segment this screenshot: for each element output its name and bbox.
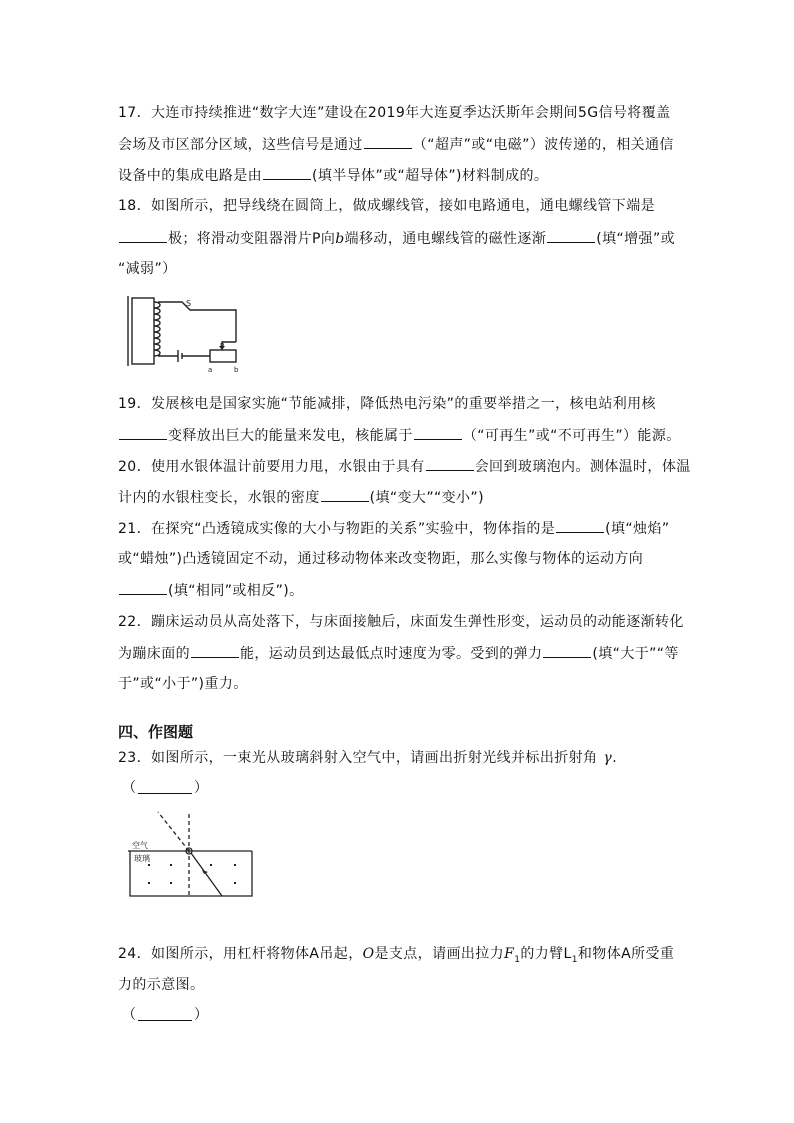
- q19-text: （“可再生”或“不可再生”）能源。: [462, 428, 681, 444]
- q24-answer-area[interactable]: [122, 1005, 208, 1025]
- q18-var-b: b: [335, 231, 345, 247]
- q18-text: 极；将滑动变阻器滑片P向: [168, 231, 336, 247]
- q20-line-1: [118, 456, 691, 477]
- q22-line-3: 于”或“小于”)重力。: [118, 676, 248, 692]
- q21-text: 21．在探究“凸透镜成实像的大小与物距的关系”实验中，物体指的是: [118, 521, 556, 537]
- section-title: 四、作图题: [118, 723, 194, 741]
- q17-text: 设备中的集成电路是由: [118, 168, 262, 184]
- q22-text: 为蹦床面的: [118, 646, 190, 662]
- q24-var-o: O: [362, 946, 375, 962]
- q21-line-3: [118, 580, 303, 601]
- answer-blank[interactable]: [119, 580, 167, 595]
- q24-var-f: F: [504, 946, 515, 962]
- answer-blank[interactable]: [547, 228, 595, 243]
- q22-line-1: 22．蹦床运动员从高处落下，与床面接触后，床面发生弹性形变，运动员的动能逐渐转化: [118, 614, 684, 630]
- q24-line-1: [118, 944, 674, 970]
- q23-answer-area[interactable]: [122, 778, 208, 798]
- answer-blank[interactable]: [414, 425, 462, 440]
- glass-label: 玻璃: [134, 854, 150, 863]
- reference-ray: [158, 812, 189, 851]
- q17-text: 会场及市区部分区域，这些信号是通过: [118, 137, 363, 153]
- q21-text: (填“相同”或相反”)。: [168, 583, 304, 599]
- answer-blank[interactable]: [191, 643, 239, 658]
- q20-text: (填“变大”“变小”): [369, 490, 484, 506]
- switch-label: S: [186, 299, 192, 308]
- q20-text: 会回到玻璃泡内。测体温时，体温: [474, 459, 691, 475]
- rheostat: [210, 350, 236, 362]
- q20-text: 20．使用水银体温计前要用力甩，水银由于具有: [118, 459, 425, 475]
- q19-line-2: [118, 425, 681, 446]
- answer-blank[interactable]: [364, 134, 412, 149]
- q21-text: (填“烛焰”: [605, 521, 670, 537]
- q24-sub: 1: [514, 954, 521, 965]
- answer-blank[interactable]: [556, 518, 604, 533]
- q23-var-gamma: γ: [603, 750, 613, 766]
- q24-text: 和物体A所受重: [577, 946, 675, 962]
- q18-text: 端移动，通电螺线管的磁性逐渐: [344, 231, 547, 247]
- q24-line-2: 力的示意图。: [118, 977, 205, 993]
- q24-text: 是支点，请画出拉力: [374, 946, 505, 962]
- q21-line-1: [118, 518, 670, 539]
- terminal-label-b: b: [234, 366, 239, 374]
- q18-line-2: [118, 228, 675, 249]
- answer-blank[interactable]: [426, 456, 474, 471]
- q19-text: 变释放出巨大的能量来发电，核能属于: [168, 428, 413, 444]
- q19-line-1: 19．发展核电是国家实施“节能减排，降低热电污染”的重要举措之一，核电站利用核: [118, 396, 656, 412]
- solenoid-tube: [132, 298, 154, 364]
- glass-dots: [148, 864, 236, 884]
- answer-blank[interactable]: [138, 1010, 192, 1021]
- q18-text: (填“增强”或: [596, 231, 676, 247]
- solenoid-circuit-figure: [118, 290, 248, 375]
- q20-line-2: [118, 487, 484, 508]
- paren-open: （: [122, 780, 136, 796]
- q17-line-1: 17．大连市持续推进“数字大连”建设在2019年大连夏季达沃斯年会期间5G信号将覆盖: [118, 105, 671, 121]
- answer-blank[interactable]: [119, 425, 167, 440]
- coil-windings: [154, 302, 160, 356]
- q17-text: （“超声”或“电磁”）波传递的，相关通信: [412, 137, 674, 153]
- q22-text: (填“大于”“等: [592, 646, 679, 662]
- q23-line-1: [118, 748, 617, 768]
- paren-open: （: [122, 1007, 136, 1023]
- q23-text: 23．如图所示，一束光从玻璃斜射入空气中，请画出折射光线并标出折射角: [118, 750, 598, 766]
- q18-line-1: 18．如图所示，把导线绕在圆筒上，做成螺线管，接如电路通电，通电螺线管下端是: [118, 198, 656, 214]
- paren-close: ）: [194, 1007, 208, 1023]
- q17-line-3: [118, 165, 548, 186]
- q24-text: 24．如图所示，用杠杆将物体A吊起，: [118, 946, 363, 962]
- answer-blank[interactable]: [119, 228, 167, 243]
- q17-text: (填半导体”或“超导体”)材料制成的。: [312, 168, 549, 184]
- q24-sub: 1: [571, 954, 578, 965]
- paren-close: ）: [194, 780, 208, 796]
- answer-blank[interactable]: [138, 783, 192, 794]
- q18-line-3: “减弱”）: [118, 261, 177, 277]
- q17-line-2: [118, 134, 674, 155]
- q23-text: .: [612, 750, 618, 766]
- answer-blank[interactable]: [543, 643, 591, 658]
- slider-label-p: P: [220, 342, 225, 350]
- q21-line-2: 或“蜡烛”)凸透镜固定不动，通过移动物体来改变物距，那么实像与物体的运动方向: [118, 551, 644, 567]
- terminal-label-a: a: [208, 366, 213, 374]
- answer-blank[interactable]: [263, 165, 311, 180]
- q24-text: 的力臂L: [520, 946, 572, 962]
- q22-line-2: [118, 643, 679, 664]
- q22-text: 能，运动员到达最低点时速度为零。受到的弹力: [240, 646, 543, 662]
- answer-blank[interactable]: [321, 487, 369, 502]
- q20-text: 计内的水银柱变长，水银的密度: [118, 490, 320, 506]
- incident-ray: [191, 853, 222, 896]
- refraction-figure: [118, 808, 258, 900]
- air-label: 空气: [132, 841, 148, 850]
